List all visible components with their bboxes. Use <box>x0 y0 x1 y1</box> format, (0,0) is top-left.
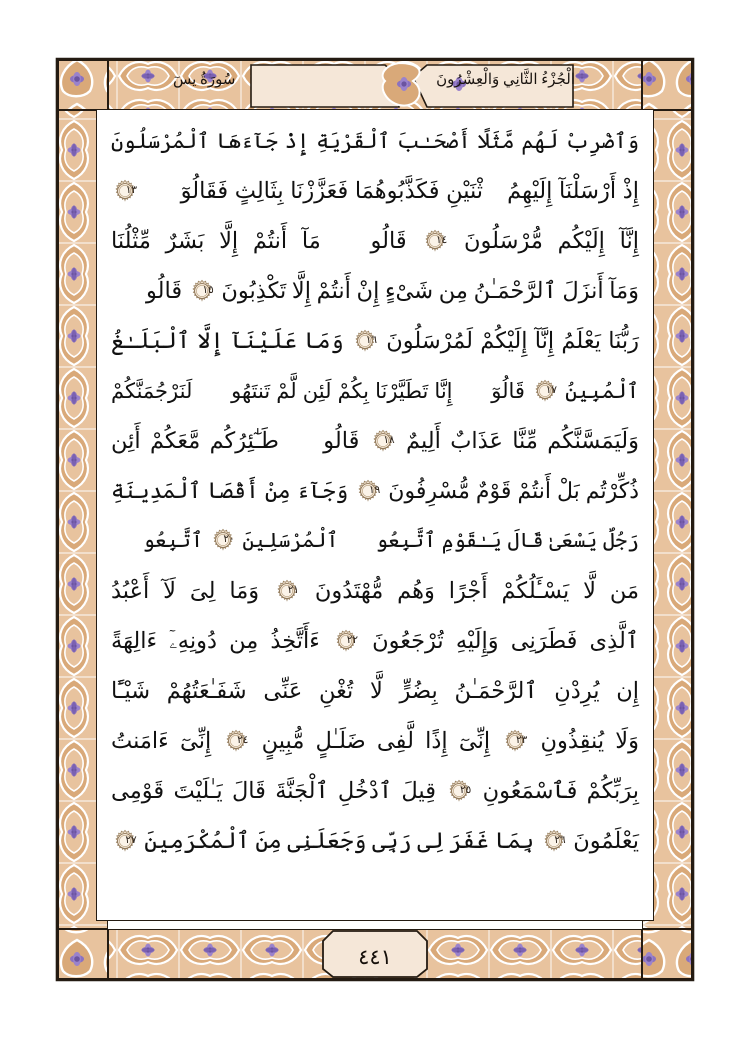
ayah-line <box>111 516 639 566</box>
juz-label: الْجُزْءُ الثَّانِي وَالْعِشْرُونَ <box>436 72 575 88</box>
verse-number-medallion <box>275 579 299 603</box>
ayah-line <box>111 566 639 616</box>
ayah-text: قَالُوا۟ <box>111 278 188 303</box>
ayah-line <box>111 366 639 416</box>
verse-number-text: ١٨ <box>383 435 395 446</box>
verse-number-medallion <box>447 779 471 803</box>
verse-number-text: ٢٧ <box>125 835 137 846</box>
verse-number-medallion <box>542 829 566 853</box>
ayah-text: يَعْلَمُونَ <box>573 828 639 853</box>
verse-number-medallion <box>113 179 137 203</box>
verse-number-text: ١٩ <box>368 485 381 496</box>
ayah-line <box>111 416 639 466</box>
verse-number-medallion <box>190 279 214 303</box>
ayah-text: ٱلَّذِى فَطَرَنِى وَإِلَيْهِ تُرْجَعُونَ <box>372 628 639 653</box>
verse-number-text: ٢٥ <box>459 785 472 796</box>
verse-number-text: ١٣ <box>125 185 137 196</box>
verse-number-text: ١٦ <box>365 335 377 346</box>
verse-number-text: ٢٢ <box>346 635 358 646</box>
ayah-line <box>111 116 639 166</box>
ayah-text: إِذْ أَرْسَلْنَآ إِلَيْهِمُ ٱثْنَيْنِ فَكَذَّبُوهُمَا فَعَزَّزْنَا بِثَالِثٍ فَقَالُوٓا۟ <box>145 178 639 203</box>
verse-number-text: ١٧ <box>545 385 558 396</box>
ayah-text: إِنَّآ إِلَيْكُم مُّرْسَلُونَ <box>464 228 640 253</box>
verse-number-text: ٢٠ <box>223 534 235 545</box>
ayah-line <box>111 816 639 866</box>
page-number: ٤٤١ <box>358 944 392 969</box>
verse-number-text: ٢٤ <box>237 735 249 746</box>
verse-number-text: ٢٦ <box>554 835 566 846</box>
verse-number-medallion <box>503 729 527 753</box>
ayah-text: ٱلْمُبِينُ <box>565 379 639 403</box>
ayah-text: وَلَيَمَسَّنَّكُم مِّنَّا عَذَابٌ أَلِيمٌ <box>406 428 639 453</box>
ayah-text: بِمَا غَفَرَ لِى رَبِّى وَجَعَلَنِى مِنَ ٱلْمُكْرَمِينَ <box>144 828 540 853</box>
ayah-text: وَمَا لِىَ لَآ أَعْبُدُ <box>111 578 273 603</box>
ayah-text: وَٱضْرِبْ لَهُم مَّثَلًا أَصْحَـٰبَ ٱلْقَرْيَةِ إِذْ جَآءَهَا ٱلْمُرْسَلُونَ <box>111 129 639 153</box>
ayah-text: وَلَا يُنقِذُونِ <box>540 728 639 753</box>
verse-number-medallion <box>211 528 235 552</box>
ayah-text: إِن يُرِدْنِ ٱلرَّحْمَـٰنُ بِضُرٍّ لَّا تُغْنِ عَنِّى شَفَـٰعَتُهُمْ شَيْـًٔا <box>111 678 639 703</box>
surah-name-label: سُورَةُ يسٓ <box>173 72 236 88</box>
ayah-text: ءَأَتَّخِذُ مِن دُونِهِۦٓ ءَالِهَةً <box>111 628 332 653</box>
verse-number-text: ١٤ <box>436 235 448 246</box>
verse-number-medallion <box>533 379 557 403</box>
ayah-line <box>111 466 639 516</box>
ayah-line <box>111 666 639 716</box>
ayah-text: وَمَا عَلَيْنَآ إِلَّا ٱلْبَلَـٰغُ <box>111 328 351 353</box>
quran-text-lines <box>97 110 653 920</box>
ayah-text: إِنِّىٓ ءَامَنتُ <box>111 728 223 753</box>
ayah-line <box>111 766 639 816</box>
ayah-text: قَالُوا۟ مَآ أَنتُمْ إِلَّا بَشَرٌ مِّثْلُنَا <box>111 228 422 253</box>
ayah-text: ٱتَّبِعُوا۟ <box>111 530 209 552</box>
verse-number-medallion <box>353 329 377 353</box>
ayah-text: وَجَآءَ مِنْ أَقْصَا ٱلْمَدِينَةِ <box>111 478 355 503</box>
verse-number-text: ١٥ <box>202 285 214 296</box>
verse-number-medallion <box>423 229 447 253</box>
verse-number-medallion <box>371 429 395 453</box>
ayah-line <box>111 216 639 266</box>
verse-number-medallion <box>113 829 137 853</box>
ayah-text: بِرَبِّكُمْ فَٱسْمَعُونِ <box>482 778 639 803</box>
verse-number-medallion <box>356 479 380 503</box>
ayah-line <box>111 716 639 766</box>
verse-number-medallion <box>224 729 248 753</box>
ayah-text: إِنِّىٓ إِذًا لَّفِى ضَلَـٰلٍ مُّبِينٍ <box>261 728 502 753</box>
ayah-line <box>111 316 639 366</box>
ayah-text: قَالُوٓا۟ إِنَّا تَطَيَّرْنَا بِكُمْ لَئِن لَّمْ تَنتَهُوا۟ لَنَرْجُمَنَّكُمْ <box>111 379 532 403</box>
ayah-line <box>111 266 639 316</box>
ayah-text: قِيلَ ٱدْخُلِ ٱلْجَنَّةَ قَالَ يَـٰلَيْتَ قَوْمِى <box>111 778 446 803</box>
ayah-line <box>111 166 639 216</box>
ayah-text: قَالُوا۟ طَـٰٓئِرُكُم مَّعَكُمْ أَئِن <box>111 428 369 453</box>
quran-text-panel <box>96 109 654 921</box>
ayah-text: مَن لَّا يَسْـَٔلُكُمْ أَجْرًا وَهُم مُّهْتَدُونَ <box>314 578 640 603</box>
ayah-text: وَمَآ أَنزَلَ ٱلرَّحْمَـٰنُ مِن شَىْءٍ إِنْ أَنتُمْ إِلَّا تَكْذِبُونَ <box>221 278 640 303</box>
verse-number-medallion <box>334 629 358 653</box>
verse-number-text: ٢٣ <box>516 735 528 746</box>
ayah-text: رَبُّنَا يَعْلَمُ إِنَّآ إِلَيْكُمْ لَمُرْسَلُونَ <box>386 328 639 353</box>
ayah-line <box>111 616 639 666</box>
verse-number-text: ٢١ <box>287 585 299 596</box>
ayah-text: رَجُلٌ يَسْعَىٰ قَالَ يَـٰقَوْمِ ٱتَّبِعُوا۟ ٱلْمُرْسَلِينَ <box>242 530 639 552</box>
ayah-text: ذُكِّرْتُم بَلْ أَنتُمْ قَوْمٌ مُّسْرِفُونَ <box>388 478 639 503</box>
